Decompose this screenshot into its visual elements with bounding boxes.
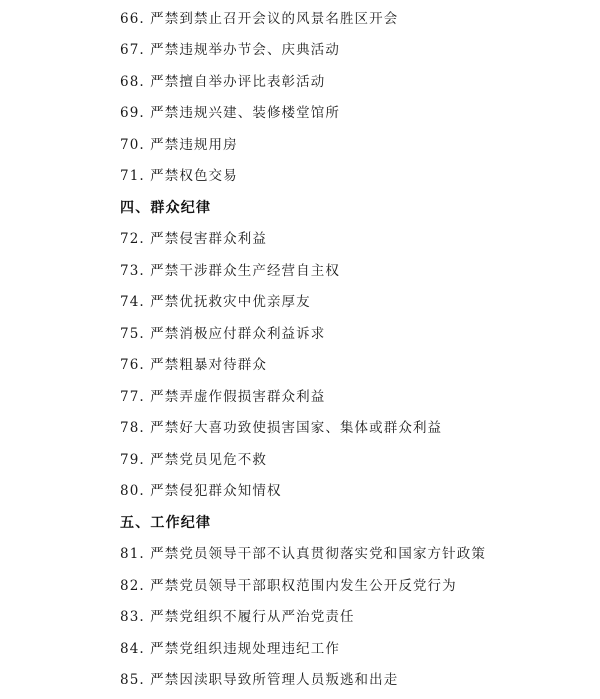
list-item-68: 68. 严禁擅自举办评比表彰活动 <box>120 74 326 90</box>
list-item-70: 70. 严禁违规用房 <box>120 137 238 153</box>
list-item-84: 84. 严禁党组织违规处理违纪工作 <box>120 641 340 657</box>
list-item-80: 80. 严禁侵犯群众知情权 <box>120 483 282 499</box>
list-item-82: 82. 严禁党员领导干部职权范围内发生公开反党行为 <box>120 578 457 594</box>
list-item-83: 83. 严禁党组织不履行从严治党责任 <box>120 609 355 625</box>
list-item-74: 74. 严禁优抚救灾中优亲厚友 <box>120 294 311 310</box>
list-item-75: 75. 严禁消极应付群众利益诉求 <box>120 326 326 342</box>
list-item-78: 78. 严禁好大喜功致使损害国家、集体或群众利益 <box>120 420 443 436</box>
list-item-69: 69. 严禁违规兴建、装修楼堂馆所 <box>120 105 340 121</box>
list-item-67: 67. 严禁违规举办节会、庆典活动 <box>120 42 340 58</box>
list-item-73: 73. 严禁干涉群众生产经营自主权 <box>120 263 340 279</box>
list-item-81: 81. 严禁党员领导干部不认真贯彻落实党和国家方针政策 <box>120 546 486 562</box>
list-item-79: 79. 严禁党员见危不救 <box>120 452 267 468</box>
list-item-85: 85. 严禁因渎职导致所管理人员叛逃和出走 <box>120 672 399 688</box>
list-item-77: 77. 严禁弄虚作假损害群众利益 <box>120 389 326 405</box>
section-heading-mass-discipline: 四、群众纪律 <box>120 200 212 216</box>
list-item-71: 71. 严禁权色交易 <box>120 168 238 184</box>
list-item-66: 66. 严禁到禁止召开会议的风景名胜区开会 <box>120 11 399 27</box>
list-item-72: 72. 严禁侵害群众利益 <box>120 231 267 247</box>
section-heading-work-discipline: 五、工作纪律 <box>120 515 212 531</box>
list-item-76: 76. 严禁粗暴对待群众 <box>120 357 267 373</box>
